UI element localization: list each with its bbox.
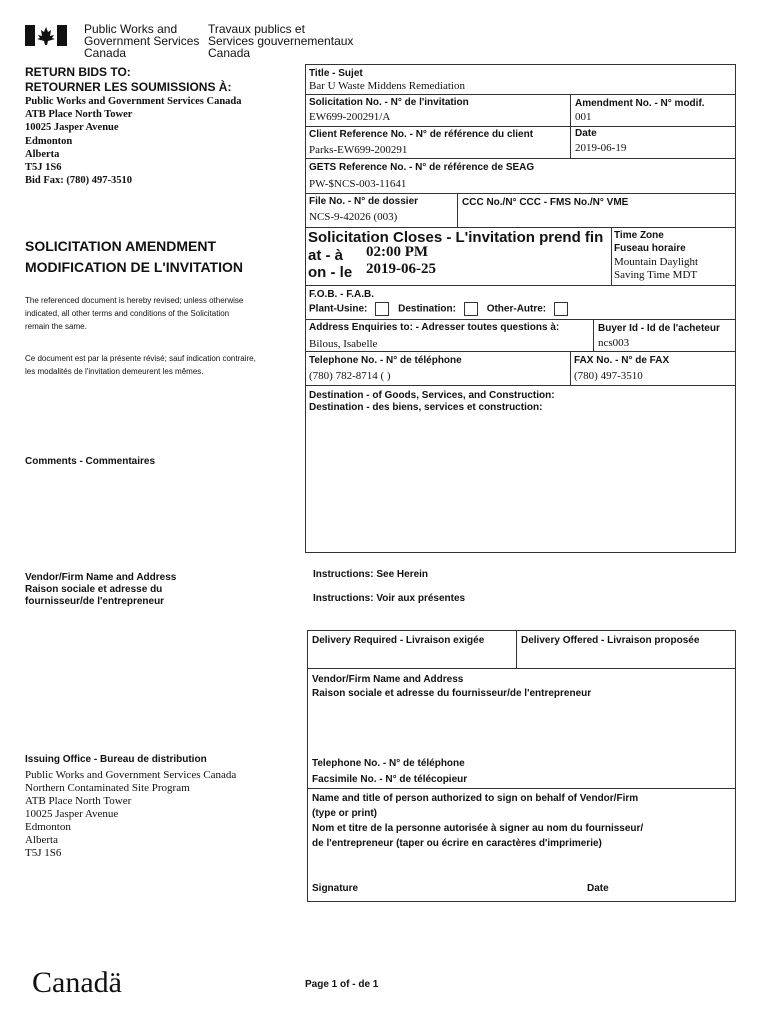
closing-date-value: 2019-06-25 <box>366 261 436 277</box>
telephone-label: Telephone No. - N° de téléphone <box>309 355 462 366</box>
address-enquiries-label: Address Enquiries to: - Adresser toutes questions à: <box>309 322 560 333</box>
solicitation-closes-label: Solicitation Closes - L'invitation prend fin <box>308 229 604 246</box>
gc-flag-logo <box>25 25 67 46</box>
amendment-note-fr: Ce document est par la présente révisé; sauf indication contraire, les modalités de l'invitation demeurent les mêmes. <box>25 354 256 376</box>
issuing-office-address: Public Works and Government Services Canada Northern Contaminated Site Program ATB Place North Tower 10025 Jasper Avenue Edmonton Alberta T5J 1S6 <box>25 769 237 859</box>
return-bids-title: RETURN BIDS TO: RETOURNER LES SOUMISSIONS À: <box>25 65 232 94</box>
destination-label: Destination: <box>398 303 456 315</box>
authorized-signatory-label: Name and title of person authorized to sign on behalf of Vendor/Firm (type or print) Nom et titre de la personne autorisée à signer au nom du fournisseur/ de l'entrepreneur (taper ou écrire en caractères d'imprimerie) <box>312 793 644 849</box>
telephone-value: (780) 782-8714 ( ) <box>309 370 391 382</box>
department-name-fr: Travaux publics et Services gouvernementaux Canada <box>208 22 354 60</box>
return-bids-address: Public Works and Government Services Canada ATB Place North Tower 10025 Jasper Avenue Edmonton Alberta T5J 1S6 Bid Fax: (780) 497-3510 <box>25 96 242 187</box>
file-number-label: File No. - N° de dossier <box>309 196 419 207</box>
time-zone-value: Mountain Daylight Saving Time MDT <box>614 256 699 281</box>
client-reference-value: Parks-EW699-200291 <box>309 144 408 156</box>
title-value: Bar U Waste Middens Remediation <box>309 80 465 92</box>
vendor-label-left: Vendor/Firm Name and Address Raison sociale et adresse du fournisseur/de l'entrepreneur <box>25 572 177 607</box>
closing-on-label: on - le <box>308 264 353 281</box>
buyer-id-label: Buyer Id - Id de l'acheteur <box>598 323 720 334</box>
date-value: 2019-06-19 <box>575 142 627 154</box>
time-zone-label: Time Zone Fuseau horaire <box>614 230 686 254</box>
instructions-en: Instructions: See Herein <box>313 569 429 580</box>
signature-label: Signature <box>312 883 359 894</box>
solicitation-number-value: EW699-200291/A <box>309 111 391 123</box>
instructions-fr: Instructions: Voir aux présentes <box>313 593 466 604</box>
amendment-title: SOLICITATION AMENDMENT MODIFICATION DE L'INVITATION <box>25 238 243 275</box>
fob-options <box>309 302 574 316</box>
canada-wordmark: Canadä <box>32 966 122 999</box>
vendor-facsimile-label: Facsimile No. - N° de télécopieur <box>312 774 468 785</box>
delivery-required-label: Delivery Required - Livraison exigée <box>312 635 485 646</box>
page-number: Page 1 of - de 1 <box>305 979 379 990</box>
destination-goods-label: Destination - of Goods, Services, and Construction: Destination - des biens, services et construction: <box>309 390 555 413</box>
gets-reference-value: PW-$NCS-003-11641 <box>309 178 407 190</box>
closing-time-value: 02:00 PM <box>366 244 429 260</box>
plant-usine-checkbox[interactable] <box>375 302 389 316</box>
amendment-number-label: Amendment No. - N° modif. <box>575 98 705 109</box>
plant-usine-label: Plant-Usine: <box>309 303 368 315</box>
issuing-office-label: Issuing Office - Bureau de distribution <box>25 754 207 765</box>
vendor-name-address-label: Vendor/Firm Name and Address Raison sociale et adresse du fournisseur/de l'entrepreneur <box>312 674 592 699</box>
delivery-offered-label: Delivery Offered - Livraison proposée <box>521 635 700 646</box>
closing-at-label: at - à <box>308 247 344 264</box>
comments-label: Comments - Commentaires <box>25 456 156 467</box>
ccc-number-label: CCC No./N° CCC - FMS No./N° VME <box>462 197 629 208</box>
address-enquiries-value: Bilous, Isabelle <box>309 338 378 350</box>
fax-label: FAX No. - N° de FAX <box>574 355 670 366</box>
destination-checkbox[interactable] <box>464 302 478 316</box>
fax-value: (780) 497-3510 <box>574 370 643 382</box>
date-label: Date <box>575 128 597 139</box>
amendment-note-en: The referenced document is hereby revised; unless otherwise indicated, all other terms and conditions of the Solicitation remain the same. <box>25 296 244 331</box>
amendment-number-value: 001 <box>575 111 592 123</box>
gets-reference-label: GETS Reference No. - N° de référence de SEAG <box>309 162 535 173</box>
client-reference-label: Client Reference No. - N° de référence du client <box>309 129 534 140</box>
vendor-telephone-label: Telephone No. - N° de téléphone <box>312 758 465 769</box>
department-name-en: Public Works and Government Services Canada <box>84 22 200 60</box>
other-autre-checkbox[interactable] <box>554 302 568 316</box>
fob-label: F.O.B. - F.A.B. <box>309 289 374 300</box>
title-label: Title - Sujet <box>309 68 363 79</box>
signature-date-label: Date <box>587 883 609 894</box>
other-autre-label: Other-Autre: <box>486 303 547 315</box>
solicitation-number-label: Solicitation No. - N° de l'invitation <box>309 97 469 108</box>
file-number-value: NCS-9-42026 (003) <box>309 211 398 223</box>
buyer-id-value: ncs003 <box>598 337 630 349</box>
